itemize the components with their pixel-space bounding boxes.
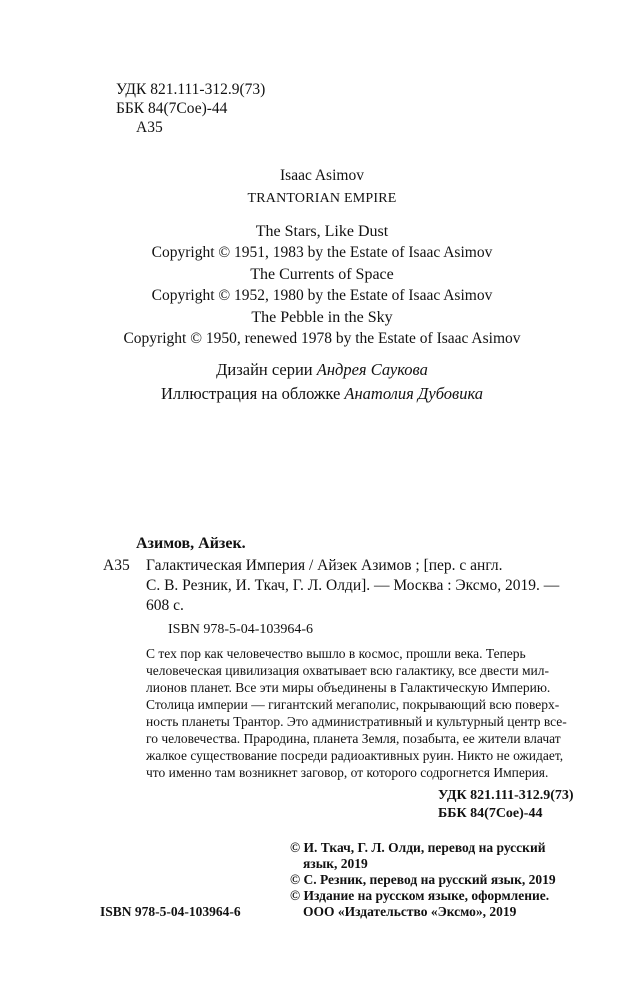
rights-line-1: © И. Ткач, Г. Л. Олди, перевод на русский [290, 840, 546, 855]
annotation-line-3: лионов планет. Все эти миры объединены в Галактическую Империю. [146, 680, 551, 695]
annotation-line-7: жалкое существование посреди радиоактивных руин. Никто не ожидает, [146, 748, 564, 763]
card-udk-code: УДК 821.111-312.9(73) [438, 788, 574, 803]
design-name: Андрея Саукова [316, 360, 428, 379]
author-mark: А35 [136, 119, 163, 136]
book-title-1: The Stars, Like Dust [255, 223, 389, 240]
annotation-line-2: человеческая цивилизация охватывает всю галактику, все двести мил- [146, 663, 550, 678]
design-label: Дизайн серии [216, 360, 313, 379]
annotation-line-6: го человечества. Прародина, планета Земля, позабыта, ее жители влачат [146, 731, 561, 746]
bbk-code: ББК 84(7Сое)-44 [116, 100, 228, 117]
catalog-heading: Азимов, Айзек. [136, 535, 246, 552]
book-copyright-1: Copyright © 1951, 1983 by the Estate of Isaac Asimov [151, 244, 493, 261]
catalog-isbn: ISBN 978-5-04-103964-6 [168, 622, 314, 637]
rights-line-2: язык, 2019 [303, 856, 368, 871]
catalog-description-line-1: Галактическая Империя / Айзек Азимов ; [пер. с англ. [146, 557, 503, 574]
rights-line-5: ООО «Издательство «Эксмо», 2019 [303, 904, 517, 919]
catalog-description-line-3: 608 с. [146, 597, 184, 614]
series-title: TRANTORIAN EMPIRE [247, 191, 397, 206]
annotation-line-8: что именно там возникнет заговор, от которого содрогнется Империя. [146, 765, 549, 780]
udk-code: УДК 821.111-312.9(73) [116, 81, 266, 98]
rights-line-4: © Издание на русском языке, оформление. [290, 888, 550, 903]
design-credit [0, 360, 644, 380]
illustration-label: Иллюстрация на обложке [160, 384, 341, 403]
rights-line-3: © С. Резник, перевод на русский язык, 2019 [290, 872, 556, 887]
book-title-2: The Currents of Space [250, 266, 394, 283]
illustration-name: Анатолия Дубовика [344, 384, 484, 403]
annotation-line-5: ность планеты Трантор. Это административный и культурный центр все- [146, 714, 567, 729]
catalog-mark: А35 [103, 557, 130, 574]
rights-isbn: ISBN 978-5-04-103964-6 [100, 904, 241, 919]
catalog-description-line-2: С. В. Резник, И. Ткач, Г. Л. Олди]. — Москва : Эксмо, 2019. — [146, 577, 560, 594]
book-copyright-3: Copyright © 1950, renewed 1978 by the Estate of Isaac Asimov [123, 330, 521, 347]
book-copyright-2: Copyright © 1952, 1980 by the Estate of Isaac Asimov [151, 287, 493, 304]
original-author: Isaac Asimov [280, 167, 364, 184]
book-title-3: The Pebble in the Sky [251, 309, 393, 326]
illustration-credit [0, 384, 644, 404]
annotation-line-4: Столица империи — гигантский мегаполис, покрывающий всю поверх- [146, 697, 560, 712]
card-bbk-code: ББК 84(7Сое)-44 [438, 806, 543, 821]
annotation-line-1: С тех пор как человечество вышло в космос, прошли века. Теперь [146, 646, 526, 661]
